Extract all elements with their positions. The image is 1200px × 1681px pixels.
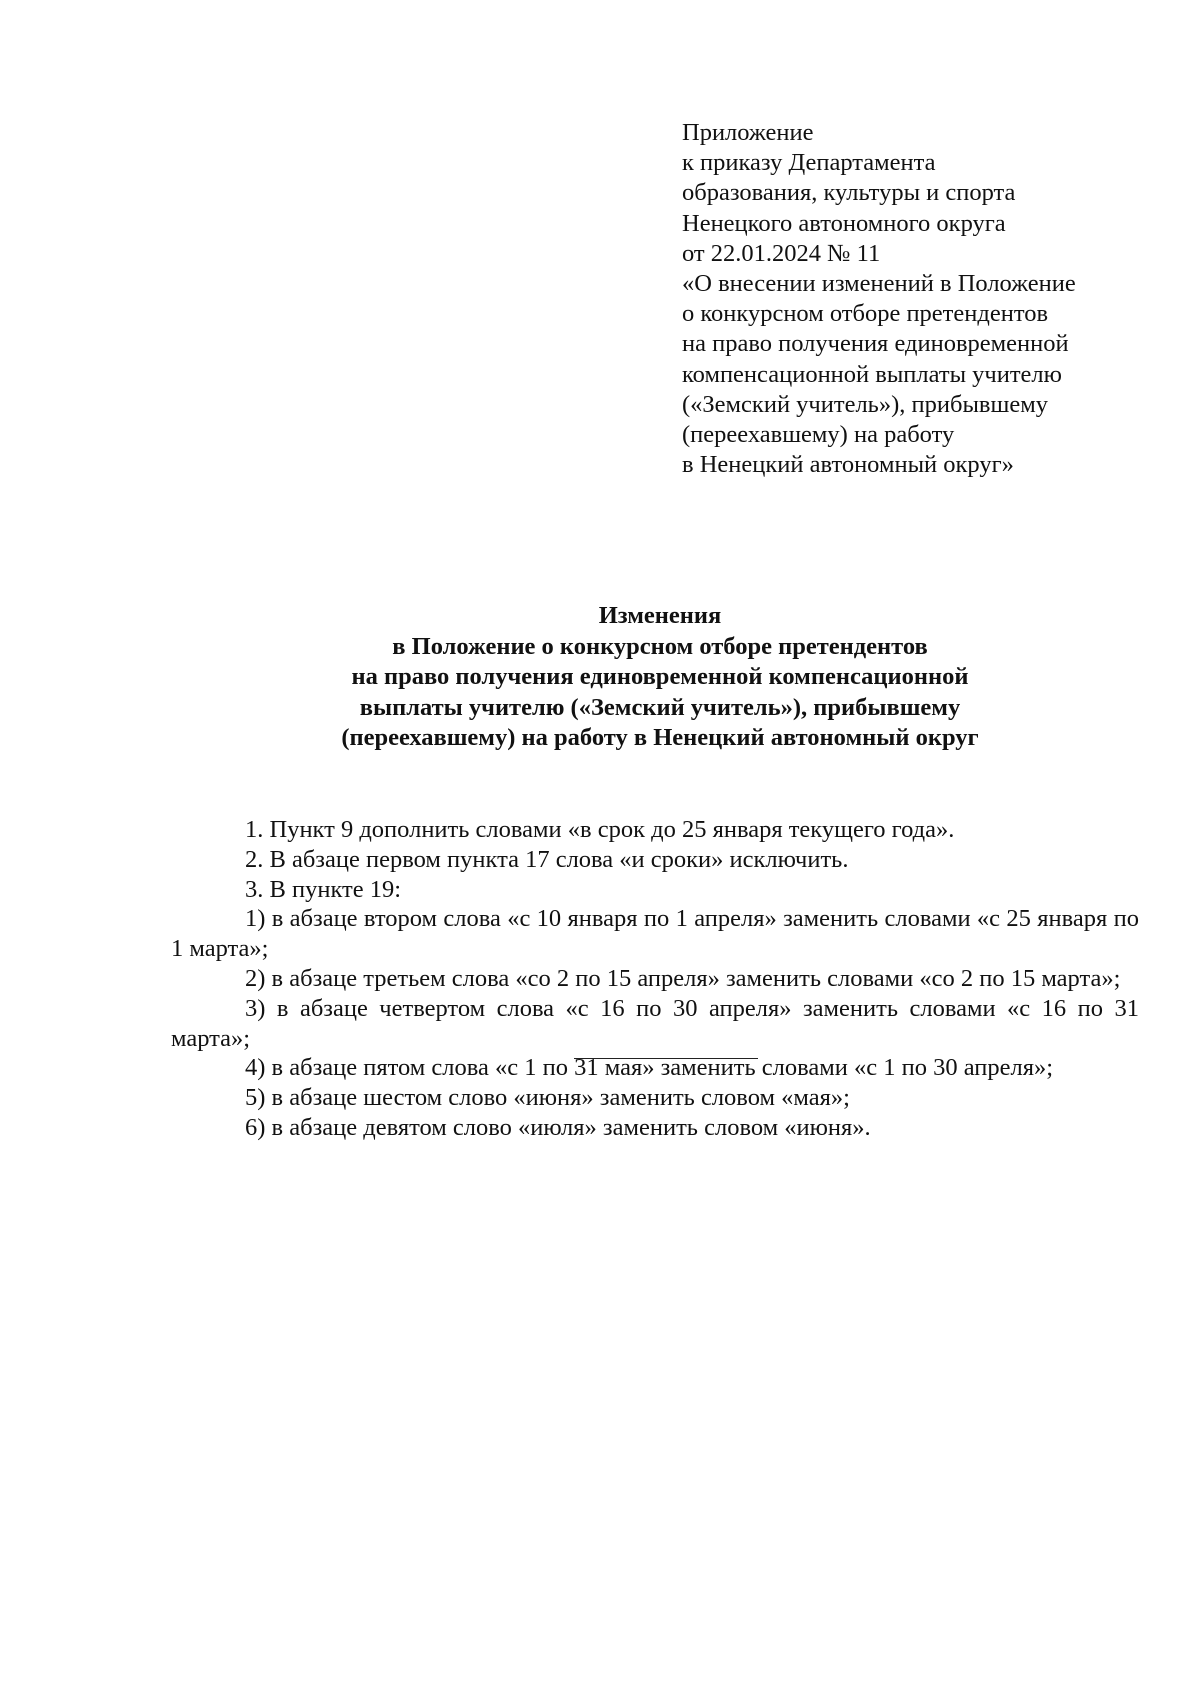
amendment-subitem: 5) в абзаце шестом слово «июня» заменить словом «мая»; <box>245 1084 850 1112</box>
appendix-line: компенсационной выплаты учителю <box>682 360 1062 388</box>
amendment-subitem: 3) в абзаце четвертом слова «с 16 по 30 апреля» заменить словами «с 16 по 31 марта»; <box>171 994 1139 1052</box>
appendix-line: о конкурсном отборе претендентов <box>682 300 1049 328</box>
appendix-line: от 22.01.2024 № 11 <box>682 239 881 267</box>
appendix-line: на право получения единовременной <box>682 330 1069 358</box>
appendix-line: в Ненецкий автономный округ» <box>682 451 1014 479</box>
appendix-line: Приложение <box>682 119 814 146</box>
document-title <box>150 601 1170 754</box>
amendment-subitem: 1) в абзаце втором слова «с 10 января по 1 апреля» заменить словами «с 25 января по 1 марта»; <box>171 905 1139 963</box>
amendment-subitem: 6) в абзаце девятом слово «июля» заменить словом «июня». <box>245 1113 871 1141</box>
title-line: в Положение о конкурсном отборе претендентов <box>392 632 928 660</box>
title-line: Изменения <box>598 602 722 629</box>
amendment-item: 3. В пункте 19: <box>245 875 402 903</box>
amendment-item: 2. В абзаце первом пункта 17 слова «и сроки» исключить. <box>245 845 849 873</box>
appendix-line: «О внесении изменений в Положение <box>682 270 1076 298</box>
amendment-subitem: 2) в абзаце третьем слова «со 2 по 15 апреля» заменить словами «со 2 по 15 марта»; <box>245 964 1121 992</box>
appendix-line: Ненецкого автономного округа <box>682 209 1006 237</box>
appendix-line: (переехавшему) на работу <box>682 421 955 449</box>
amendment-subitem: 4) в абзаце пятом слова «с 1 по 31 мая» заменить словами «с 1 по 30 апреля»; <box>245 1054 1054 1082</box>
title-line: (переехавшему) на работу в Ненецкий автономный округ <box>341 724 979 752</box>
appendix-line: образования, культуры и спорта <box>682 179 1016 207</box>
end-divider <box>574 1058 758 1059</box>
appendix-header <box>682 118 1152 480</box>
appendix-line: к приказу Департамента <box>682 149 936 177</box>
title-line: выплаты учителю («Земский учитель»), прибывшему <box>359 693 961 721</box>
amendment-item: 1. Пункт 9 дополнить словами «в срок до 25 января текущего года». <box>245 816 955 843</box>
appendix-line: («Земский учитель»), прибывшему <box>682 390 1048 418</box>
title-line: на право получения единовременной компенсационной <box>351 663 969 691</box>
amendments-list <box>171 815 1139 1143</box>
